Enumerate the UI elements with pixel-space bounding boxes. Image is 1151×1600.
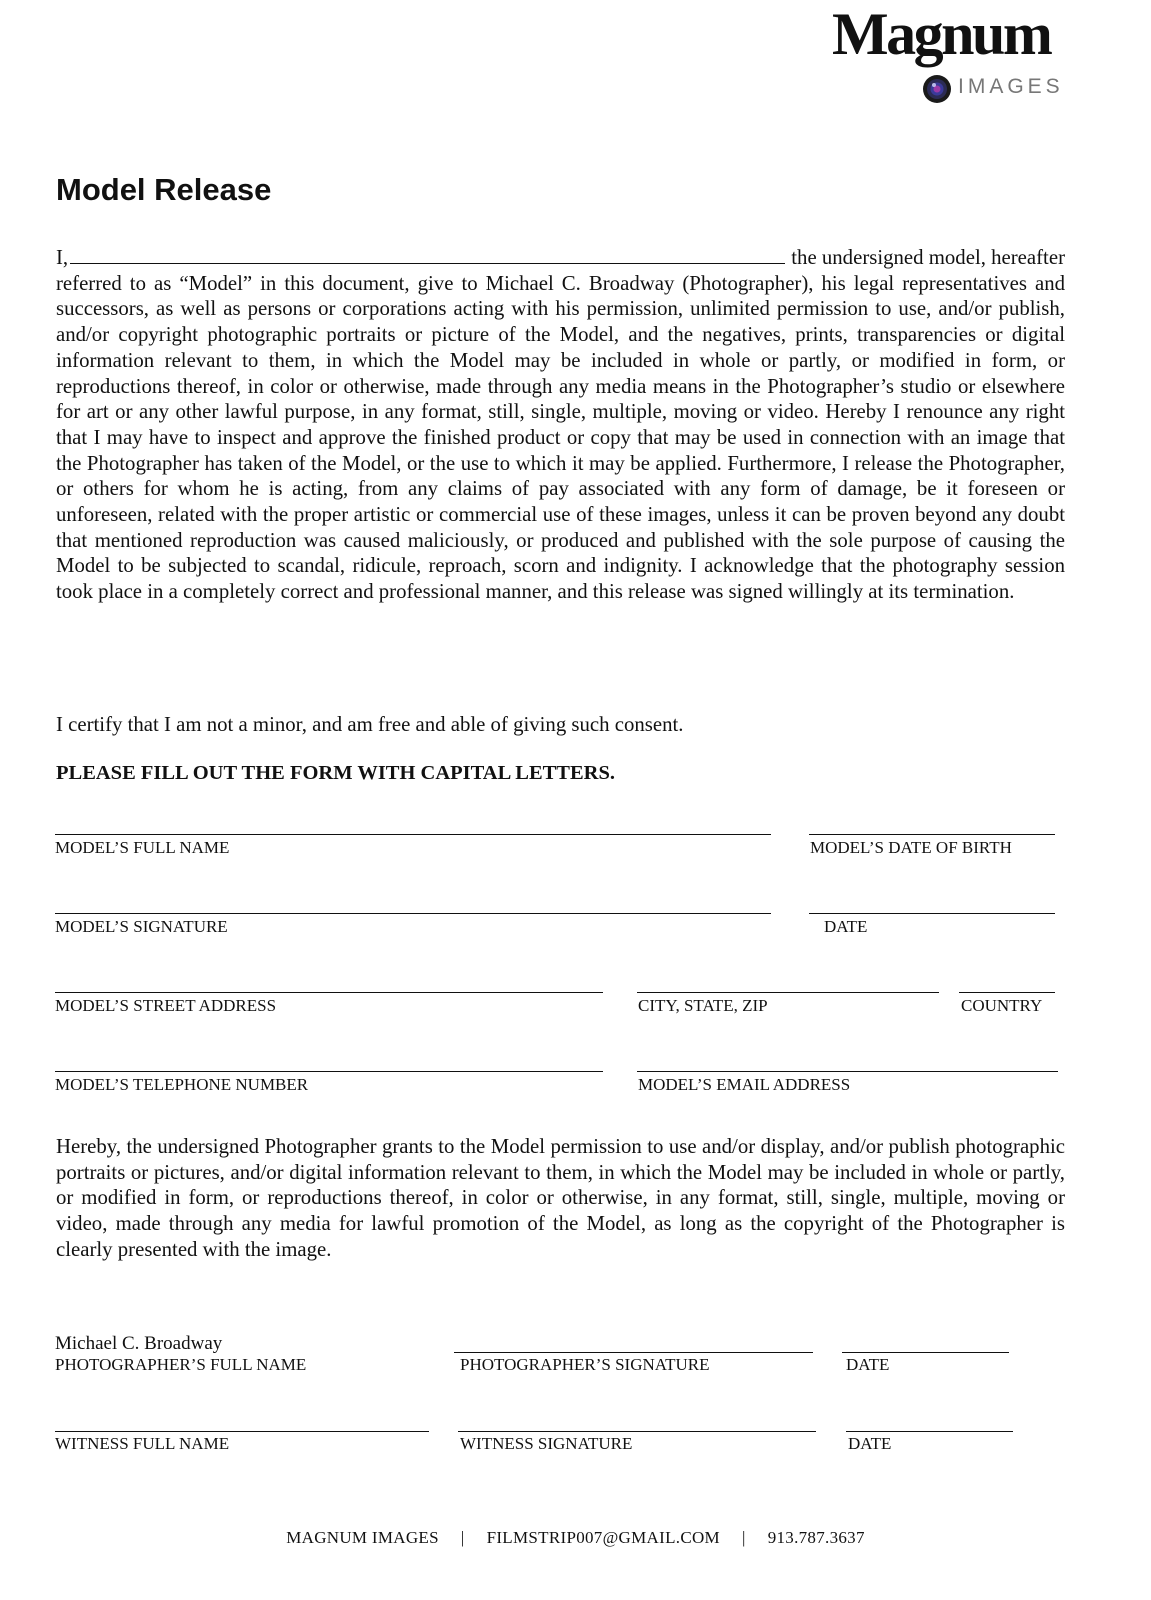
footer-separator: | bbox=[741, 1528, 746, 1547]
photographer-date-label: DATE bbox=[846, 1355, 890, 1374]
photographer-signature-field[interactable] bbox=[454, 1352, 813, 1353]
footer-email: FILMSTRIP007@GMAIL.COM bbox=[486, 1528, 720, 1547]
model-city-label: CITY, STATE, ZIP bbox=[638, 996, 768, 1015]
witness-date-label: DATE bbox=[848, 1434, 892, 1453]
model-date-label: DATE bbox=[824, 917, 868, 936]
intro-lead-line bbox=[56, 245, 1065, 271]
intro-lead-suffix: the undersigned model, hereafter bbox=[791, 246, 1065, 269]
model-dob-field[interactable] bbox=[809, 834, 1055, 835]
model-phone-field[interactable] bbox=[55, 1071, 603, 1072]
model-country-label: COUNTRY bbox=[961, 996, 1043, 1015]
model-email-field[interactable] bbox=[637, 1071, 1058, 1072]
footer bbox=[0, 1528, 1151, 1548]
witness-signature-label: WITNESS SIGNATURE bbox=[460, 1434, 633, 1453]
photographer-grant-paragraph: Hereby, the undersigned Photographer grants to the Model permission to use and/or display, and/or publish photographic portraits or pictures, and/or digital information relevant to them, in which the Model may be included in whole or partly, or modified in form, or reproductions thereof, in color or otherwise, in any format, still, single, multiple, moving or video, made through any media for lawful promotion of the Model, as long as the copyright of the Photographer is clearly presented with the image. bbox=[56, 1135, 1065, 1261]
model-street-label: MODEL’S STREET ADDRESS bbox=[55, 996, 277, 1015]
model-email-label: MODEL’S EMAIL ADDRESS bbox=[638, 1075, 851, 1094]
model-signature-label: MODEL’S SIGNATURE bbox=[55, 917, 228, 936]
logo-wordmark: Magnum bbox=[832, 1, 1051, 67]
model-full-name-field[interactable] bbox=[55, 834, 771, 835]
photographer-full-name-label: PHOTOGRAPHER’S FULL NAME bbox=[55, 1355, 307, 1374]
witness-signature-field[interactable] bbox=[458, 1431, 816, 1432]
intro-body-text: referred to as “Model” in this document, give to Michael C. Broadway (Photographer), his legal representatives and successors, as well as persons or corporations acting with his permission, unlimited permission to use, and/or publish, and/or copyright photographic portraits or picture of the Model, and the negatives, prints, transparencies or digital information relevant to them, in which the Model may be included in whole or partly, or modified in form, or reproductions thereof, in color or otherwise, made through any media means in the Photographer’s studio or elsewhere for art or any other lawful purpose, in any format, still, single, multiple, moving or video. Hereby I renounce any right that I may have to inspect and approve the finished product or copy that may be used in connection with an image that the Photographer has taken of the Model, or the use to which it may be applied. Furthermore, I release the Photographer, or others for whom he is acting, from any claims of pay associated with any form of damage, be it foreseen or unforeseen, related with the proper artistic or commercial use of these images, unless it can be proven beyond any doubt that mentioned reproduction was caused maliciously, or produced and published with the sole purpose of causing the Model to be subjected to scandal, ridicule, reproach, scorn and indignity. I acknowledge that the photography session took place in a completely correct and professional manner, and this release was signed willingly at its termination. bbox=[56, 271, 1065, 604]
camera-lens-icon bbox=[922, 74, 952, 104]
document-title: Model Release bbox=[56, 172, 272, 207]
model-name-blank[interactable] bbox=[70, 245, 785, 264]
photographer-name-value: Michael C. Broadway bbox=[55, 1333, 223, 1354]
footer-phone: 913.787.3637 bbox=[767, 1528, 865, 1547]
model-country-field[interactable] bbox=[959, 992, 1055, 993]
footer-company: MAGNUM IMAGES bbox=[286, 1528, 439, 1547]
model-city-field[interactable] bbox=[637, 992, 939, 993]
model-signature-field[interactable] bbox=[55, 913, 771, 914]
logo-subtitle: IMAGES bbox=[958, 75, 1064, 98]
certify-statement: I certify that I am not a minor, and am free and able of giving such consent. bbox=[56, 713, 684, 736]
intro-paragraph bbox=[56, 245, 1065, 605]
footer-separator: | bbox=[460, 1528, 465, 1547]
model-phone-label: MODEL’S TELEPHONE NUMBER bbox=[55, 1075, 309, 1094]
model-full-name-label: MODEL’S FULL NAME bbox=[55, 838, 230, 857]
witness-full-name-field[interactable] bbox=[55, 1431, 429, 1432]
model-dob-label: MODEL’S DATE OF BIRTH bbox=[810, 838, 1012, 857]
model-street-field[interactable] bbox=[55, 992, 603, 993]
witness-full-name-label: WITNESS FULL NAME bbox=[55, 1434, 230, 1453]
intro-lead-prefix: I, bbox=[56, 246, 69, 269]
capital-letters-instruction: PLEASE FILL OUT THE FORM WITH CAPITAL LETTERS. bbox=[56, 762, 615, 784]
witness-date-field[interactable] bbox=[846, 1431, 1013, 1432]
model-date-field[interactable] bbox=[809, 913, 1055, 914]
photographer-signature-label: PHOTOGRAPHER’S SIGNATURE bbox=[460, 1355, 710, 1374]
photographer-date-field[interactable] bbox=[842, 1352, 1009, 1353]
brand-logo bbox=[832, 1, 1064, 98]
